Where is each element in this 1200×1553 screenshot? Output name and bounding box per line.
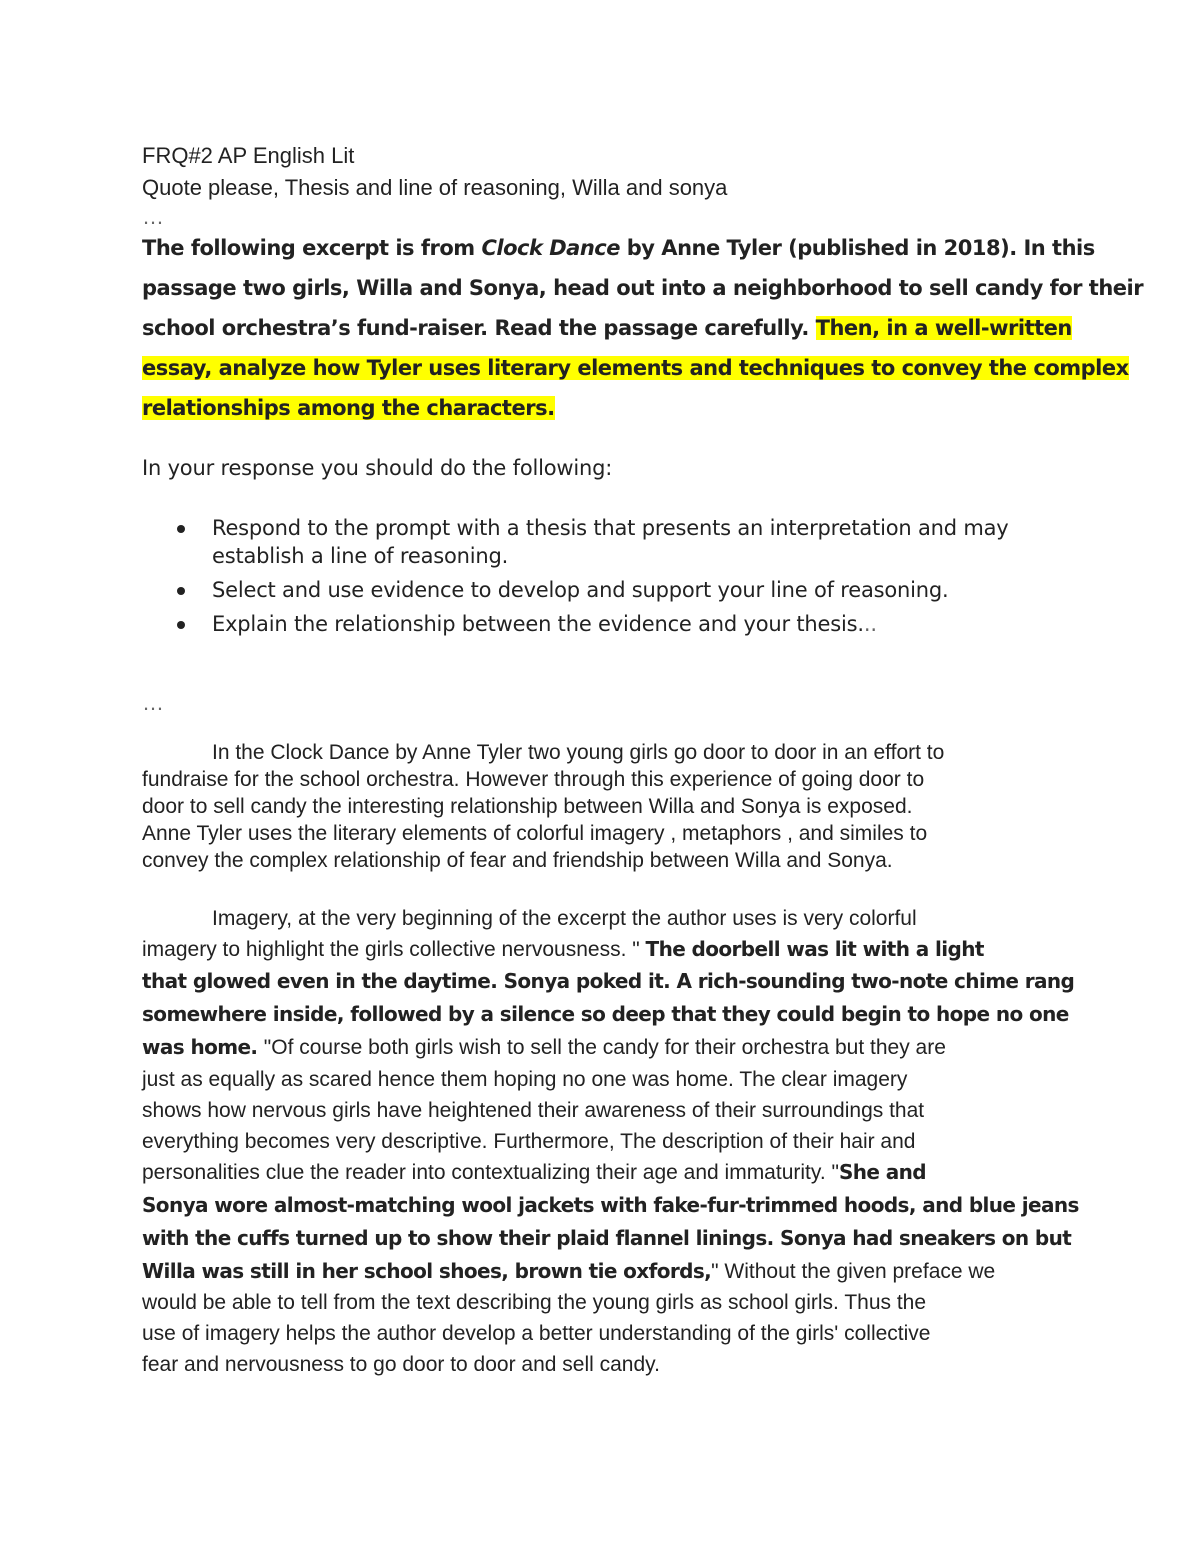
bullet-icon — [177, 587, 185, 595]
essay-para2-line — [142, 1259, 995, 1284]
essay-para2-line: use of imagery helps the author develop a better understanding of the girls' collective — [142, 1322, 931, 1345]
document-subtitle: Quote please, Thesis and line of reasoning, Willa and sonya — [142, 175, 728, 200]
bullet-icon — [177, 621, 185, 629]
essay-para1-line: fundraise for the school orchestra. However through this experience of going door to — [142, 768, 925, 791]
highlighted-text: essay, analyze how Tyler uses literary elements and techniques to convey the complex — [142, 356, 1129, 380]
ellipsis: … — [142, 690, 164, 715]
essay-para2-line — [142, 1035, 946, 1060]
prompt-line-4 — [142, 356, 1129, 380]
highlighted-text: relationships among the characters. — [142, 396, 555, 420]
essay-para1-line: In the Clock Dance by Anne Tyler two young girls go door to door in an effort to — [212, 741, 945, 764]
instructions-intro: In your response you should do the following: — [142, 456, 613, 480]
prompt-text: school orchestra’s fund-raiser. Read the passage carefully. — [142, 316, 816, 340]
bullet-text: Explain the relationship between the evidence and your thesis. — [212, 612, 864, 636]
essay-para1-line: door to sell candy the interesting relationship between Willa and Sonya is exposed. — [142, 795, 913, 818]
essay-para2-line: just as equally as scared hence them hoping no one was home. The clear imagery — [142, 1068, 908, 1091]
quoted-text: was home. — [142, 1035, 264, 1059]
quoted-text-line: that glowed even in the daytime. Sonya poked it. A rich-sounding two-note chime rang — [142, 969, 1075, 993]
quoted-text: The doorbell was lit with a light — [645, 937, 984, 961]
essay-para2-line — [142, 937, 984, 962]
bullet-item — [212, 612, 877, 636]
document-title: FRQ#2 AP English Lit — [142, 143, 355, 168]
essay-text: " Without the given preface we — [711, 1260, 996, 1283]
quoted-text-line: with the cuffs turned up to show their plaid flannel linings. Sonya had sneakers on but — [142, 1226, 1072, 1250]
bullet-item-continued: establish a line of reasoning. — [212, 544, 509, 568]
prompt-line-2: passage two girls, Willa and Sonya, head out into a neighborhood to sell candy for their — [142, 276, 1144, 300]
essay-para1-line: Anne Tyler uses the literary elements of colorful imagery , metaphors , and similes to — [142, 822, 928, 845]
essay-text: personalities clue the reader into contextualizing their age and immaturity. " — [142, 1161, 839, 1184]
trailing-dots: .. — [863, 612, 877, 636]
prompt-line-3 — [142, 316, 1072, 340]
quoted-text: She and — [838, 1160, 926, 1184]
essay-para2-line: everything becomes very descriptive. Furthermore, The description of their hair and — [142, 1130, 916, 1153]
prompt-line-5 — [142, 396, 555, 420]
ellipsis: … — [142, 204, 164, 229]
quoted-text: Willa was still in her school shoes, brown tie oxfords, — [142, 1259, 712, 1283]
essay-para2-line: would be able to tell from the text describing the young girls as school girls. Thus the — [142, 1291, 927, 1314]
bullet-item: Select and use evidence to develop and support your line of reasoning. — [212, 578, 949, 602]
prompt-text: The following excerpt is from — [142, 236, 482, 260]
essay-para2-line — [142, 1160, 926, 1185]
quoted-text-line: Sonya wore almost-matching wool jackets with fake-fur-trimmed hoods, and blue jeans — [142, 1193, 1079, 1217]
quoted-text-line: somewhere inside, followed by a silence so deep that they could begin to hope no one — [142, 1002, 1069, 1026]
highlighted-text: Then, in a well-written — [815, 316, 1072, 340]
prompt-line-1 — [142, 236, 1095, 260]
essay-para2-line: fear and nervousness to go door to door and sell candy. — [142, 1353, 660, 1376]
bullet-item: Respond to the prompt with a thesis that presents an interpretation and may — [212, 516, 1009, 540]
bullet-icon — [177, 525, 185, 533]
prompt-text: by Anne Tyler (published in 2018). In this — [619, 236, 1095, 260]
book-title: Clock Dance — [481, 236, 620, 260]
essay-text: "Of course both girls wish to sell the candy for their orchestra but they are — [263, 1036, 946, 1059]
essay-para1-line: convey the complex relationship of fear and friendship between Willa and Sonya. — [142, 849, 893, 872]
essay-para2-line: shows how nervous girls have heightened their awareness of their surroundings that — [142, 1099, 925, 1122]
essay-text: imagery to highlight the girls collective nervousness. " — [142, 938, 646, 961]
essay-para2-line: Imagery, at the very beginning of the excerpt the author uses is very colorful — [212, 907, 917, 930]
